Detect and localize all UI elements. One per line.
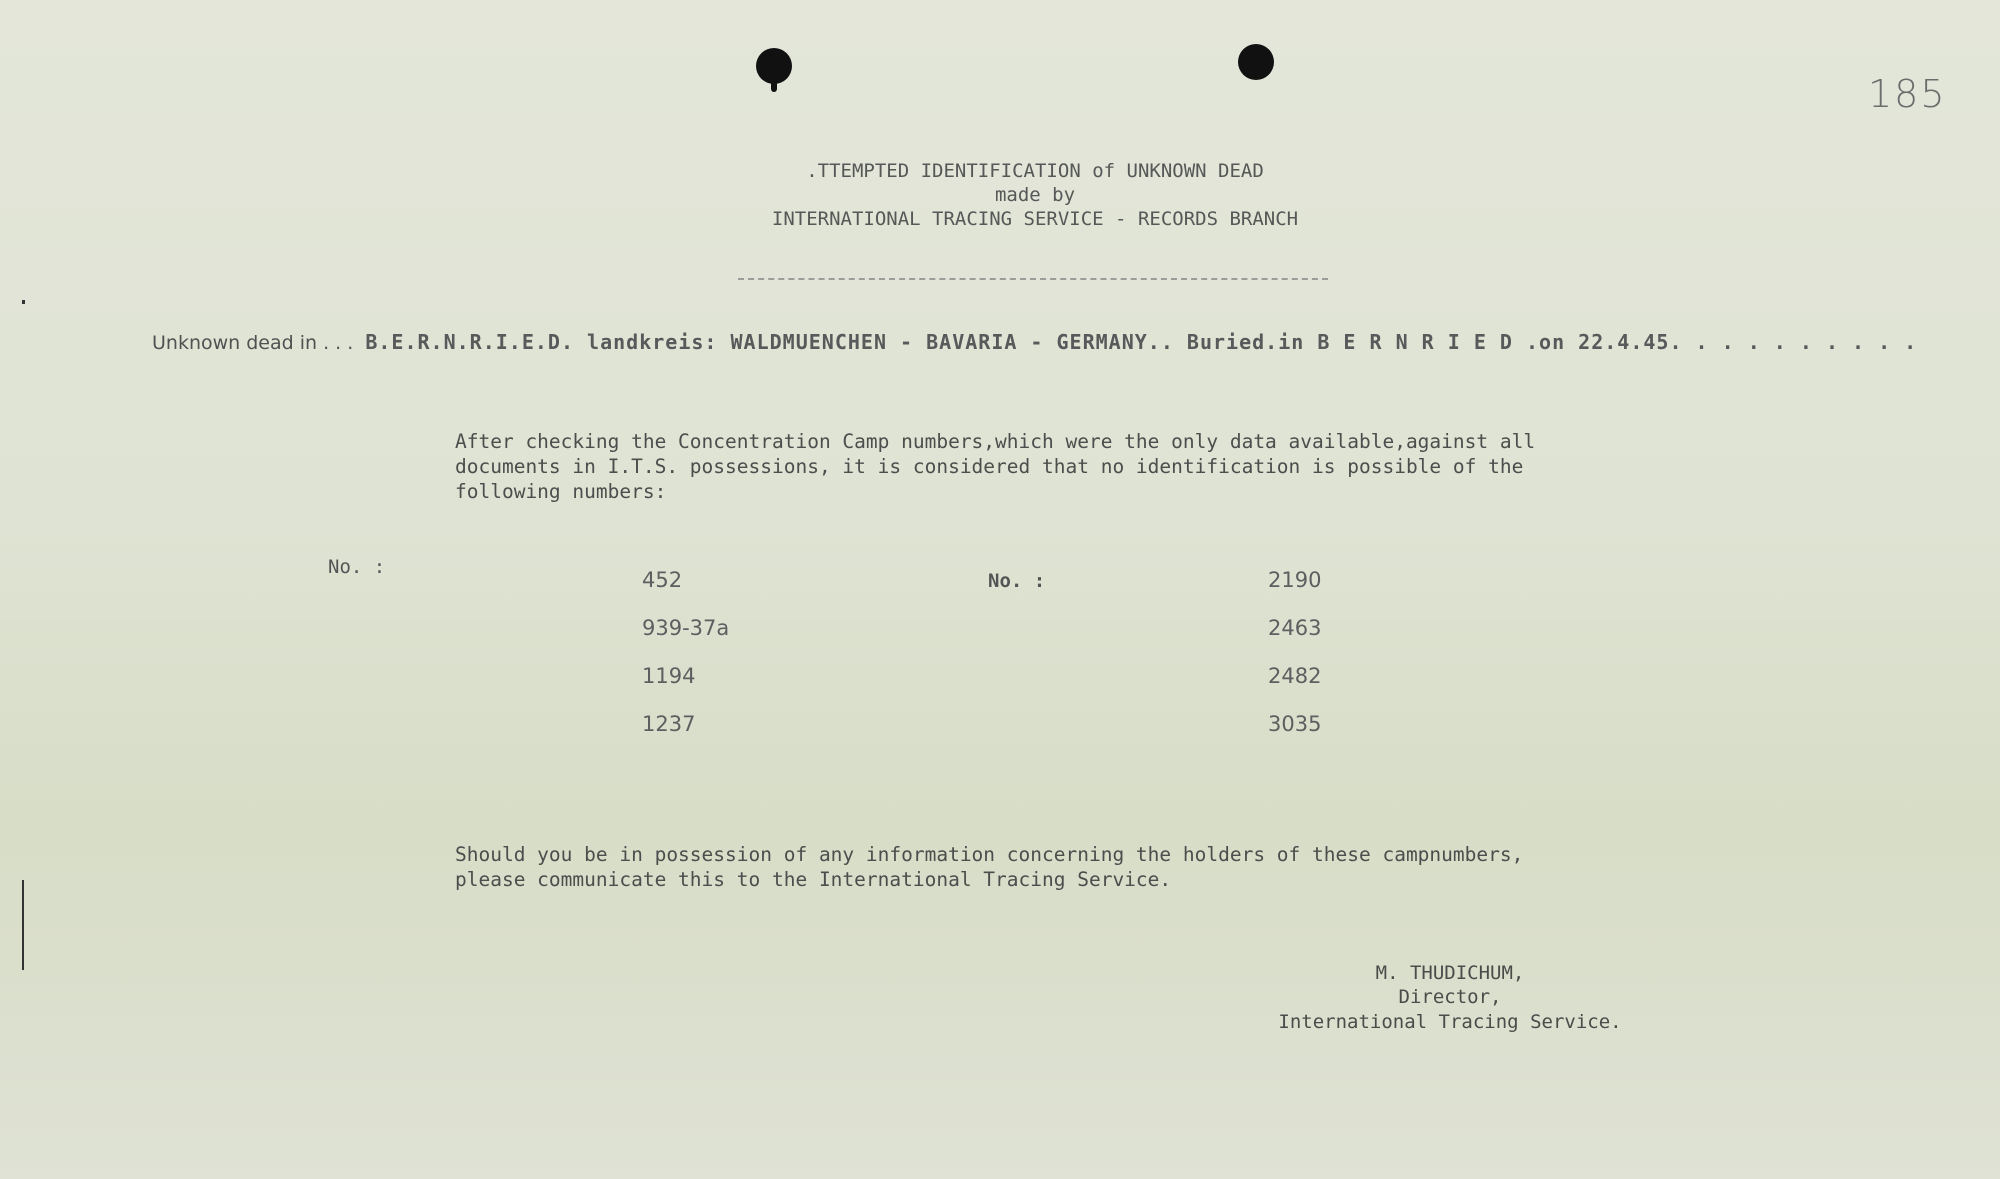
- camp-number: 939-37a: [642, 616, 730, 640]
- unknown-dead-details: B.E.R.N.R.I.E.D. landkreis: WALDMUENCHEN - BAVARIA - GERMANY.. Buried.in B E R N R I E D .on 22.4.45. . . . . . . . . .: [365, 330, 1918, 354]
- body-text-line: After checking the Concentration Camp numbers,which were the only data available,against all: [455, 430, 1536, 453]
- unknown-dead-line: [152, 330, 1917, 354]
- camp-number: 2190: [1268, 568, 1322, 592]
- camp-number: 2463: [1268, 616, 1322, 640]
- punch-hole-right: [1238, 44, 1274, 80]
- document-issuer: INTERNATIONAL TRACING SERVICE - RECORDS BRANCH: [771, 208, 1299, 230]
- number-label-left: No. :: [328, 556, 386, 578]
- camp-number: 1194: [642, 664, 696, 688]
- closing-text-line: please communicate this to the International Tracing Service.: [455, 868, 1172, 891]
- camp-number: 452: [642, 568, 683, 592]
- camp-number: 3035: [1268, 712, 1322, 736]
- divider-line: [738, 278, 1328, 280]
- punch-hole-left: [756, 48, 792, 84]
- signatory-title: Director,: [1398, 986, 1502, 1008]
- page-number: 185: [1868, 72, 1947, 116]
- unknown-dead-label: Unknown dead in . . .: [152, 332, 354, 354]
- body-text-line: documents in I.T.S. possessions, it is considered that no identification is possible of the: [455, 455, 1524, 478]
- closing-text-line: Should you be in possession of any information concerning the holders of these campnumbers,: [455, 843, 1524, 866]
- document-title: .TTEMPTED IDENTIFICATION of UNKNOWN DEAD: [806, 160, 1264, 182]
- edge-mark: [22, 880, 24, 970]
- camp-number: 1237: [642, 712, 696, 736]
- signatory-organization: International Tracing Service.: [1278, 1011, 1622, 1033]
- edge-mark: [22, 300, 25, 304]
- document-subtitle: made by: [994, 184, 1076, 206]
- camp-number: 2482: [1268, 664, 1322, 688]
- number-label-right: No. :: [988, 570, 1046, 592]
- signatory-name: M. THUDICHUM,: [1375, 962, 1525, 984]
- body-text-line: following numbers:: [455, 480, 667, 503]
